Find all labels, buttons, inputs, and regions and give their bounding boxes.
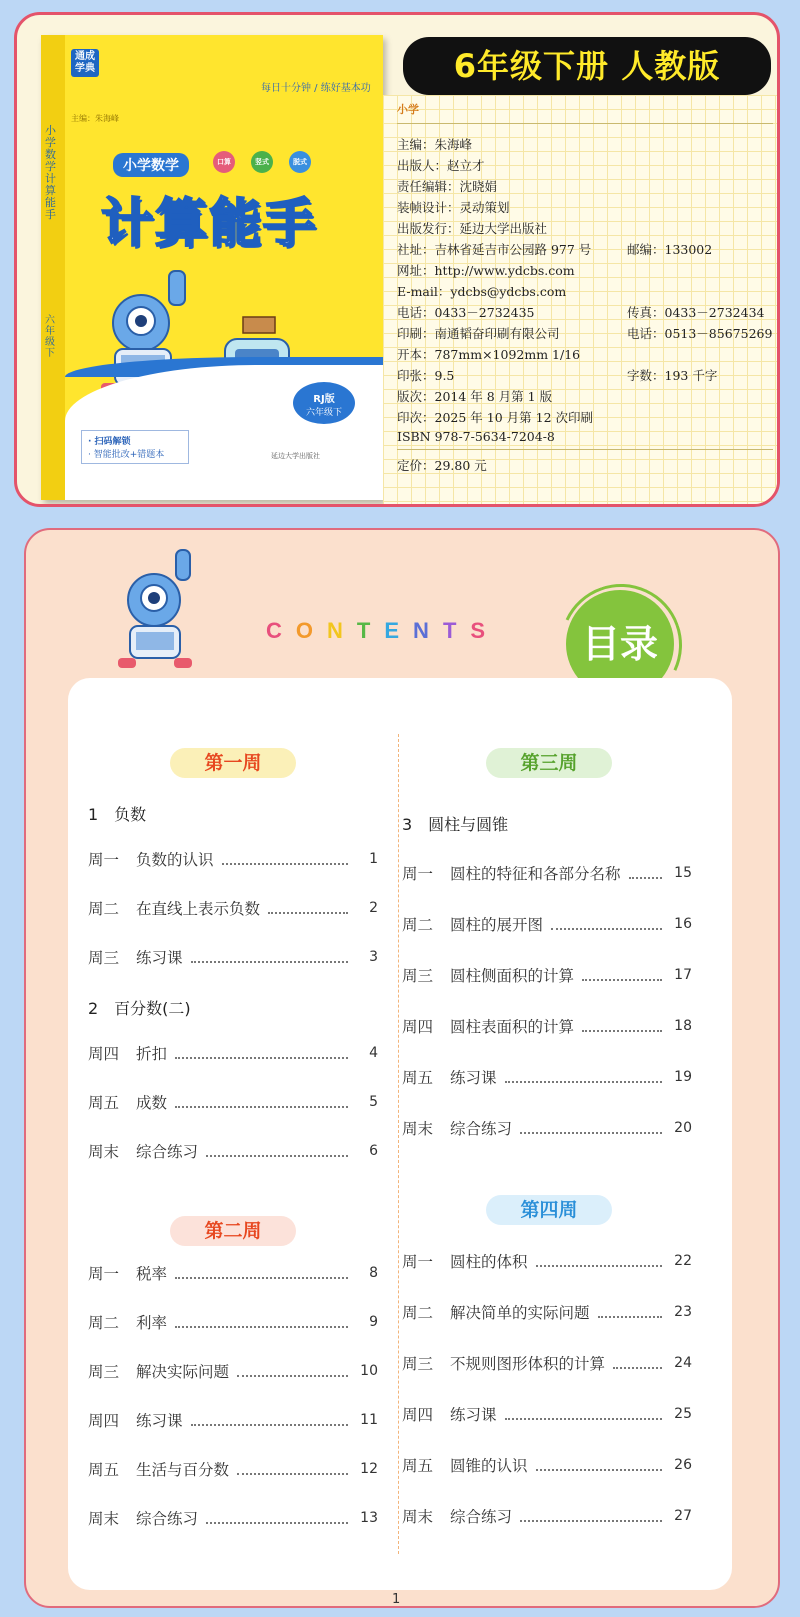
toc-page-number: 5	[369, 1094, 378, 1110]
copyright-line: 网址：http://www.ydcbs.com	[397, 263, 575, 278]
toc-entry[interactable]	[88, 1409, 378, 1431]
toc-leader-dots	[536, 1459, 662, 1471]
scan-line-2: · 智能批改+错题本	[88, 450, 165, 460]
copyright-line: 印张：9.5	[397, 368, 455, 383]
toc-leader-dots	[191, 1414, 348, 1426]
copyright-rule-top	[397, 123, 773, 124]
book-spine	[41, 35, 65, 500]
contents-letter: T	[356, 618, 385, 643]
toc-day: 周末	[88, 1510, 120, 1528]
toc-entry[interactable]	[88, 1140, 378, 1162]
toc-leader-dots	[536, 1255, 662, 1267]
toc-page-number: 2	[369, 900, 378, 916]
cover-editor: 主编：朱海峰	[71, 114, 119, 123]
toc-entry[interactable]	[402, 1117, 692, 1139]
copyright-line-right: 邮编：133002	[627, 242, 713, 257]
toc-entry[interactable]	[88, 1507, 378, 1529]
toc-entry[interactable]	[88, 1458, 378, 1480]
toc-lesson-name: 解决简单的实际问题	[450, 1304, 590, 1322]
grade-banner: 6年级下册 人教版	[403, 37, 771, 95]
copyright-line: 印刷：南通韬奋印刷有限公司	[397, 326, 560, 341]
toc-day: 周二	[88, 900, 120, 918]
toc-page-number: 4	[369, 1045, 378, 1061]
scan-box	[81, 430, 189, 464]
toc-lesson-name: 练习课	[136, 1412, 183, 1430]
toc-lesson-name: 圆柱的展开图	[450, 916, 544, 934]
toc-lesson-name: 圆柱侧面积的计算	[450, 967, 575, 985]
toc-page-number: 18	[674, 1018, 692, 1034]
toc-leader-dots	[175, 1267, 348, 1279]
toc-leader-dots	[175, 1047, 348, 1059]
toc-lesson-name: 练习课	[450, 1406, 497, 1424]
toc-entry[interactable]	[402, 1015, 692, 1037]
toc-leader-dots	[175, 1316, 348, 1328]
week-3-heading: 第三周	[486, 748, 612, 778]
toc-page-number: 22	[674, 1253, 692, 1269]
toc-lesson-name: 利率	[136, 1314, 168, 1332]
copyright-line: 版次：2014 年 8 月第 1 版	[397, 389, 553, 404]
copyright-rule-bottom	[397, 449, 773, 450]
contents-letter: T	[442, 618, 471, 643]
copyright-line-right: 传真：0433－2732434	[627, 305, 765, 320]
toc-day: 周五	[402, 1457, 434, 1475]
toc-day: 周四	[402, 1018, 434, 1036]
edition-label: RJ版	[313, 394, 335, 405]
toc-page-number: 25	[674, 1406, 692, 1422]
toc-day: 周二	[88, 1314, 120, 1332]
toc-day: 周一	[402, 1253, 434, 1271]
toc-page-number: 27	[674, 1508, 692, 1524]
toc-day: 周末	[402, 1508, 434, 1526]
toc-leader-dots	[268, 902, 348, 914]
toc-day: 周一	[88, 1265, 120, 1283]
toc-leader-dots	[582, 1020, 662, 1032]
copyright-line: 印次：2025 年 10 月第 12 次印刷	[397, 410, 593, 425]
toc-lesson-name: 圆柱表面积的计算	[450, 1018, 575, 1036]
book-info-panel	[14, 12, 780, 507]
cover-publisher: 延边大学出版社	[271, 452, 320, 460]
toc-card	[68, 678, 732, 1590]
toc-lesson-name: 圆柱的特征和各部分名称	[450, 865, 621, 883]
copyright-line: 责任编辑：沈晓娟	[397, 179, 498, 194]
book-cover	[41, 35, 383, 500]
toc-entry[interactable]	[88, 848, 378, 870]
unit-3-title: 3 圆柱与圆锥	[402, 815, 509, 834]
toc-leader-dots	[551, 918, 662, 930]
toc-day: 周四	[402, 1406, 434, 1424]
mulu-badge: 目录	[566, 590, 674, 698]
toc-day: 周四	[88, 1412, 120, 1430]
toc-day: 周二	[402, 916, 434, 934]
toc-entry[interactable]	[402, 1250, 692, 1272]
contents-title	[266, 618, 499, 644]
unit-2-title: 2 百分数(二)	[88, 999, 191, 1018]
contents-letter: S	[470, 618, 500, 643]
toc-page-number: 19	[674, 1069, 692, 1085]
copyright-line: 出版发行：延边大学出版社	[397, 221, 548, 236]
toc-entry[interactable]	[402, 1352, 692, 1374]
copyright-line: E-mail：ydcbs@ydcbs.com	[397, 284, 567, 299]
toc-leader-dots	[629, 867, 662, 879]
toc-lesson-name: 练习课	[136, 949, 183, 967]
toc-day: 周一	[402, 865, 434, 883]
toc-day: 周四	[88, 1045, 120, 1063]
cover-slogan: 每日十分钟 / 练好基本功	[261, 83, 371, 94]
toc-entry[interactable]	[402, 913, 692, 935]
toc-leader-dots	[222, 853, 348, 865]
copyright-line: 开本：787mm×1092mm 1/16	[397, 347, 581, 362]
toc-day: 周五	[88, 1094, 120, 1112]
toc-leader-dots	[237, 1365, 348, 1377]
toc-entry[interactable]	[88, 946, 378, 968]
toc-day: 周五	[402, 1069, 434, 1087]
cover-subtitle: 小学数学	[113, 153, 189, 177]
toc-entry[interactable]	[402, 1454, 692, 1476]
toc-lesson-name: 综合练习	[450, 1120, 513, 1138]
toc-entry[interactable]	[88, 1262, 378, 1284]
copyright-line-right: 电话：0513－85675269	[627, 326, 773, 341]
copyright-page	[383, 95, 780, 507]
toc-lesson-name: 负数的认识	[136, 851, 214, 869]
toc-lesson-name: 练习课	[450, 1069, 497, 1087]
toc-page-number: 11	[360, 1412, 378, 1428]
copyright-line: 主编：朱海峰	[397, 137, 473, 152]
toc-page-number: 1	[369, 851, 378, 867]
toc-day: 周五	[88, 1461, 120, 1479]
toc-page-number: 15	[674, 865, 692, 881]
contents-panel	[24, 528, 780, 1608]
toc-entry[interactable]	[88, 1091, 378, 1113]
toc-day: 周三	[88, 1363, 120, 1381]
cover-title: 计算能手	[101, 194, 318, 254]
toc-entry[interactable]	[402, 964, 692, 986]
toc-leader-dots	[520, 1122, 662, 1134]
toc-page-number: 16	[674, 916, 692, 932]
toc-page-number: 3	[369, 949, 378, 965]
toc-leader-dots	[582, 969, 662, 981]
toc-day: 周二	[402, 1304, 434, 1322]
toc-day: 周末	[88, 1143, 120, 1161]
copyright-line: 装帧设计：灵动策划	[397, 200, 510, 215]
toc-page-number: 20	[674, 1120, 692, 1136]
week-4-heading: 第四周	[486, 1195, 612, 1225]
edition-badge	[291, 380, 357, 426]
badge-vertical: 竖式	[251, 151, 273, 173]
toc-leader-dots	[505, 1408, 662, 1420]
copyright-line: 定价：29.80 元	[397, 458, 487, 473]
toc-page-number: 6	[369, 1143, 378, 1159]
toc-page-number: 8	[369, 1265, 378, 1281]
toc-day: 周三	[88, 949, 120, 967]
series-peek: 小学	[397, 103, 419, 116]
toc-leader-dots	[237, 1463, 348, 1475]
spine-title: 小学数学计算能手	[45, 124, 56, 221]
toc-entry[interactable]	[88, 1360, 378, 1382]
toc-leader-dots	[206, 1145, 348, 1157]
toc-lesson-name: 生活与百分数	[136, 1461, 230, 1479]
toc-page-number: 9	[369, 1314, 378, 1330]
toc-page-number: 10	[360, 1363, 378, 1379]
toc-entry[interactable]	[402, 1066, 692, 1088]
toc-lesson-name: 不规则图形体积的计算	[450, 1355, 606, 1373]
week-1-heading: 第一周	[170, 748, 296, 778]
toc-leader-dots	[613, 1357, 662, 1369]
scan-line-1: · 扫码解锁	[88, 437, 131, 447]
toc-leader-dots	[175, 1096, 348, 1108]
toc-day: 周末	[402, 1120, 434, 1138]
toc-lesson-name: 圆锥的认识	[450, 1457, 528, 1475]
toc-page-number: 17	[674, 967, 692, 983]
contents-letter: E	[384, 618, 414, 643]
toc-lesson-name: 折扣	[136, 1045, 168, 1063]
column-divider	[398, 734, 399, 1554]
toc-entry[interactable]	[88, 1311, 378, 1333]
toc-lesson-name: 成数	[136, 1094, 168, 1112]
unit-1-title: 1 负数	[88, 805, 147, 824]
toc-day: 周一	[88, 851, 120, 869]
toc-lesson-name: 综合练习	[136, 1510, 199, 1528]
toc-lesson-name: 综合练习	[136, 1143, 199, 1161]
toc-leader-dots	[598, 1306, 662, 1318]
toc-entry[interactable]	[402, 1505, 692, 1527]
week-2-heading: 第二周	[170, 1216, 296, 1246]
toc-entry[interactable]	[402, 1301, 692, 1323]
toc-leader-dots	[191, 951, 348, 963]
contents-letter: O	[295, 618, 328, 643]
toc-day: 周三	[402, 1355, 434, 1373]
toc-page-number: 26	[674, 1457, 692, 1473]
edition-grade: 六年级下	[305, 408, 342, 418]
toc-entry[interactable]	[88, 1042, 378, 1064]
toc-lesson-name: 综合练习	[450, 1508, 513, 1526]
robot-mascot-illustration	[106, 546, 216, 686]
toc-leader-dots	[206, 1512, 348, 1524]
toc-page-number: 12	[360, 1461, 378, 1477]
toc-lesson-name: 圆柱的体积	[450, 1253, 528, 1271]
spine-grade: 六年级下	[45, 315, 55, 359]
toc-entry[interactable]	[402, 862, 692, 884]
toc-lesson-name: 税率	[136, 1265, 168, 1283]
contents-letter: N	[413, 618, 443, 643]
toc-leader-dots	[520, 1510, 662, 1522]
copyright-line: 电话：0433－2732435	[397, 305, 535, 320]
copyright-line: ISBN 978-7-5634-7204-8	[397, 429, 555, 444]
copyright-line: 出版人：赵立才	[397, 158, 485, 173]
page-number: 1	[392, 1592, 401, 1607]
publisher-logo: 通成学典	[71, 49, 99, 77]
toc-lesson-name: 解决实际问题	[136, 1363, 230, 1381]
toc-entry[interactable]	[88, 897, 378, 919]
toc-leader-dots	[505, 1071, 662, 1083]
toc-day: 周三	[402, 967, 434, 985]
contents-letter: C	[266, 618, 296, 643]
toc-entry[interactable]	[402, 1403, 692, 1425]
toc-page-number: 23	[674, 1304, 692, 1320]
toc-lesson-name: 在直线上表示负数	[136, 900, 261, 918]
contents-letter: N	[327, 618, 357, 643]
toc-page-number: 13	[360, 1510, 378, 1526]
toc-page-number: 24	[674, 1355, 692, 1371]
badge-oral: 口算	[213, 151, 235, 173]
copyright-line: 社址：吉林省延吉市公园路 977 号	[397, 242, 592, 257]
badge-step: 脱式	[289, 151, 311, 173]
copyright-line-right: 字数：193 千字	[627, 368, 718, 383]
